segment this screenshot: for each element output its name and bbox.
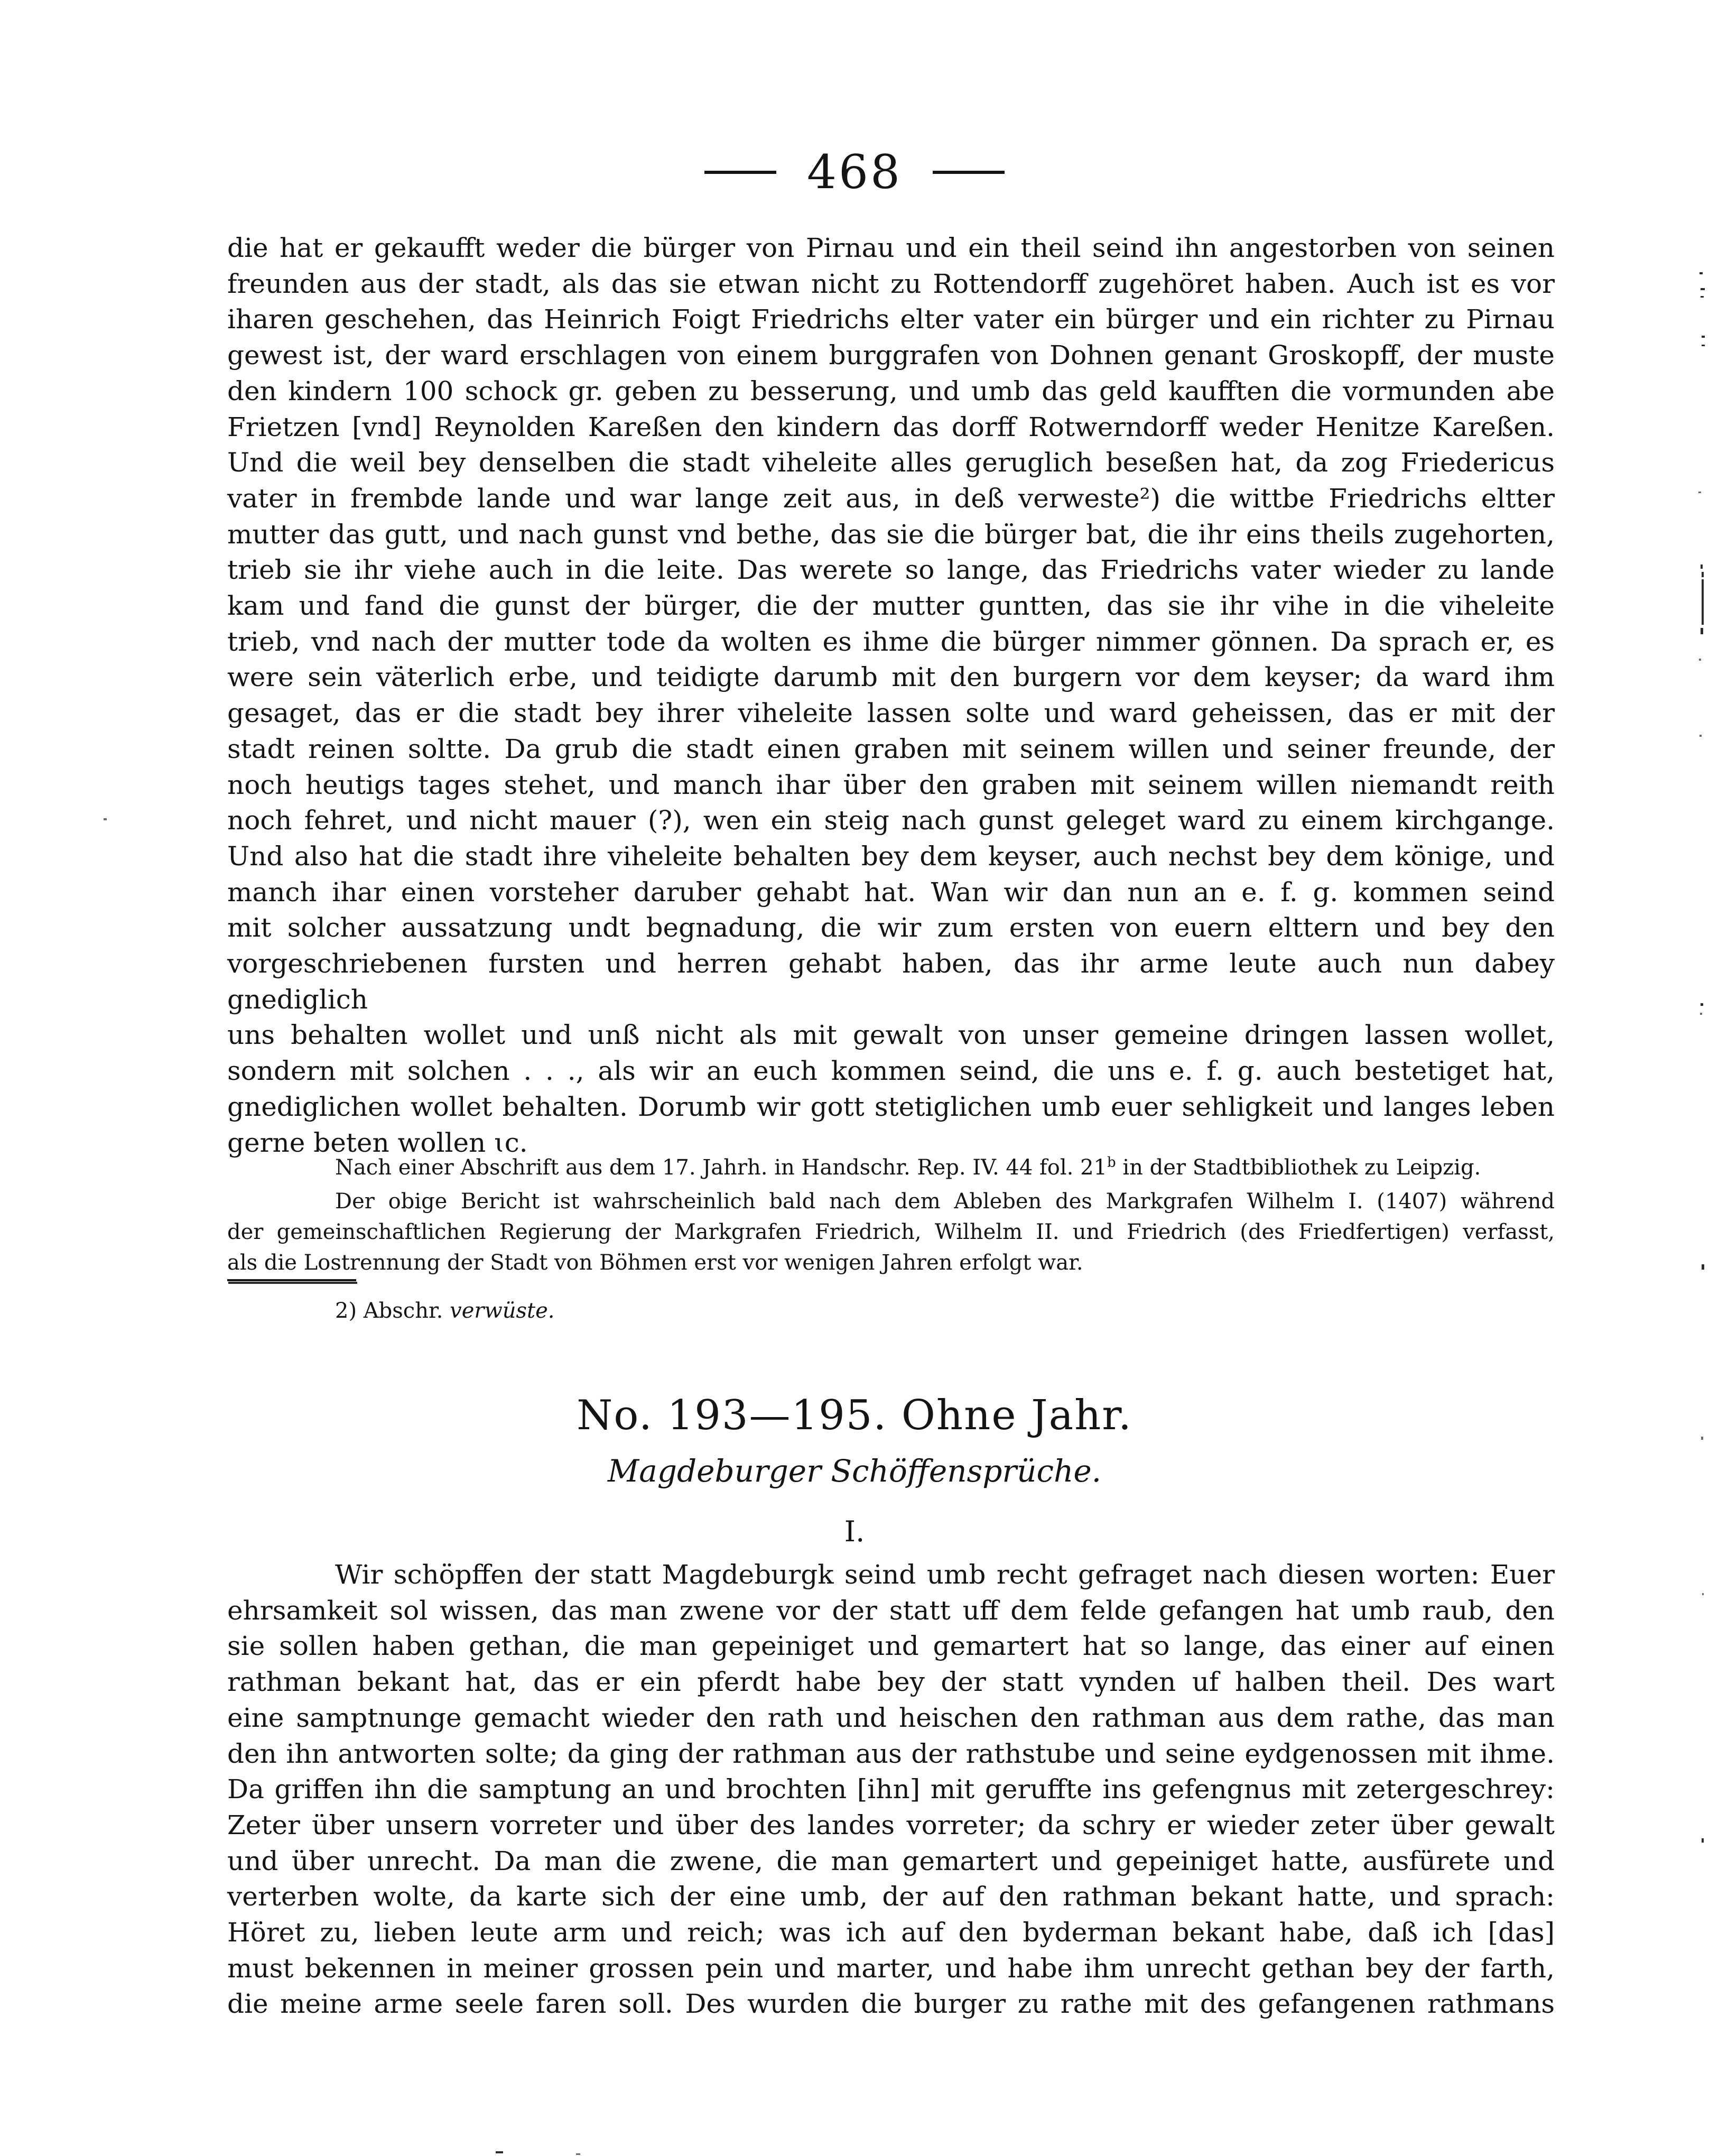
text-line: sondern mit solchen . . ., als wir an euch kommen seind, die uns e. f. g. auch bestetiget hat, [227,1056,1555,1087]
text-line: Höret zu, lieben leute arm und reich; was ich auf den byderman bekant habe, daß ich [das] [227,1917,1555,1948]
text-line: rathman bekant hat, das er ein pferdt habe bey der statt vynden uf halben theil. Des wart [227,1667,1555,1698]
scan-artifact [1701,628,1703,634]
text-line: Und die weil bey denselben die stadt viheleite alles geruglich beseßen hat, da zog Friedericus [227,447,1555,478]
text-line: mutter das gutt, und nach gunst vnd bethe, das sie die bürger bat, die ihr eins theils zugehorten, [227,519,1555,550]
scan-artifact [1701,565,1703,569]
text-line: Wir schöpffen der statt Magdeburgk seind umb recht gefraget nach diesen worten: Euer [335,1559,1555,1590]
scan-artifact [1699,272,1703,274]
text-line: iharen geschehen, das Heinrich Foigt Friedrichs elter vater ein bürger und ein richter zu Pirnau [227,304,1555,335]
editor-note-paragraph [227,1186,1555,1278]
text-line: die hat er gekaufft weder die bürger von Pirnau und ein theil seind ihn angestorben von seinen [227,233,1555,263]
text-line: sie sollen haben gethan, die man gepeiniget und gemartert hat so lange, das einer auf einen [227,1631,1555,1662]
source-note-text: Nach einer Abschrift aus dem 17. Jahrh. in Handschr. Rep. IV. 44 fol. 21 [335,1155,1107,1180]
scan-artifact [1699,735,1702,737]
text-line: gerne beten wollen ɩc. [227,1127,528,1158]
section-subheading: Magdeburger Schöffensprüche. [607,1453,1102,1489]
footnote-separator-rule [227,1279,356,1281]
scan-artifact [1702,1264,1704,1270]
scan-artifact [1702,345,1705,346]
text-line: stadt reinen soltte. Da grub die stadt einen graben mit seinem willen und seiner freunde, der [227,733,1555,764]
header-rule-left [704,171,776,174]
footnote-reading: verwüste. [450,1299,555,1323]
text-line: Zeter über unsern vorreter und über des landes vorreter; da schry er wieder zeter über gewalt [227,1809,1555,1840]
text-line: als die Lostrennung der Stadt von Böhmen erst vor wenigen Jahren erfolgt war. [227,1251,1083,1275]
source-note [227,1152,1555,1183]
scan-artifact [1701,1437,1703,1440]
text-line: uns behalten wollet und unß nicht als mit gewalt von unser gemeine dringen lassen wollet, [227,1020,1555,1051]
text-line: freunden aus der stadt, als das sie etwan nicht zu Rottendorff zugehöret haben. Auch ist es vor [227,268,1555,299]
report-paragraph [227,230,1555,1161]
text-line: trieb, vnd nach der mutter tode da wolten es ihme die bürger nimmer gönnen. Da sprach er, es [227,626,1555,657]
text-line: den kindern 100 schock gr. geben zu besserung, und umb das geld kaufften die vormunden abe [227,375,1555,406]
folio-superscript: b [1107,1154,1116,1171]
header-rule-right [933,171,1005,174]
scan-artifact [1700,1013,1702,1015]
scan-artifact [576,2153,580,2155]
section-heading: No. 193—195. Ohne Jahr. [577,1392,1132,1439]
verdict-paragraph [227,1557,1555,2022]
section-numeral: I. [844,1515,865,1548]
text-line: der gemeinschaftlichen Regierung der Markgrafen Friedrich, Wilhelm II. und Friedrich (des Friedfertigen) verfasst, [227,1220,1555,1244]
text-line: noch heutigs tages stehet, und manch ihar über den graben mit seinem willen niemandt reith [227,769,1555,800]
text-line: den ihn antworten solte; da ging der rathman aus der rathstube und seine eydgenossen mit ihme. [227,1738,1555,1769]
text-line: die meine arme seele faren soll. Des wurden die burger zu rathe mit des gefangenen rathmans [227,1988,1555,2020]
text-line: noch fehret, und nicht mauer (?), wen ein steig nach gunst geleget ward zu einem kirchgange. [227,805,1555,836]
text-line: gnediglichen wollet behalten. Dorumb wir gott stetiglichen umb euer sehligkeit und langes leben [227,1091,1555,1122]
scan-artifact [1702,1593,1704,1595]
text-line: Frietzen [vnd] Reynolden Kareßen den kindern das dorff Rotwerndorff weder Henitze Kareßen. [227,411,1555,442]
text-line: Der obige Bericht ist wahrscheinlich bald nach dem Ableben des Markgrafen Wilhelm I. (1407) während [335,1189,1555,1214]
text-line: gesaget, das er die stadt bey ihrer viheleite lassen solte und ward geheissen, das er mit der [227,698,1555,729]
page-number: 468 [807,145,902,199]
scan-artifact [1701,296,1704,298]
scan-artifact [104,818,107,820]
text-line: mit solcher aussatzung undt begnadung, die wir zum ersten von euern elttern und bey den [227,912,1555,943]
text-line: ehrsamkeit sol wissen, das man zwene vor der statt uff dem felde gefangen hat umb raub, den [227,1595,1555,1626]
scan-artifact [1699,659,1701,661]
text-line: manch ihar einen vorsteher daruber gehabt hat. Wan wir dan nun an e. f. g. kommen seind [227,876,1555,908]
text-line: eine samptnunge gemacht wieder den rath und heischen den rathman aus dem rathe, das man [227,1702,1555,1733]
scan-artifact [1702,1838,1704,1843]
scan-artifact [1698,492,1701,493]
scan-artifact [1701,1003,1703,1006]
scan-artifact [1702,579,1704,625]
scan-artifact [1702,336,1705,338]
scan-artifact [496,2151,503,2153]
text-line: vorgeschriebenen fursten und herren gehabt haben, das ihr arme leute auch nun dabey gnediglich [227,948,1555,1015]
text-line: vater in frembde lande und war lange zeit aus, in deß verweste²) die wittbe Friedrichs eltter [227,483,1555,514]
scan-artifact [1702,572,1704,577]
footnote [227,1296,1555,1326]
text-line: und über unrecht. Da man die zwene, die man gemartert und gepeiniget hatte, ausfürete und [227,1845,1555,1876]
source-note-tail: in der Stadtbibliothek zu Leipzig. [1116,1155,1481,1180]
page-header [0,145,1709,199]
footnote-label: 2) Abschr. [335,1299,450,1323]
text-line: Und also hat die stadt ihre viheleite behalten bey dem keyser, auch nechst bey dem könige, und [227,840,1555,872]
text-line: verterben wolte, da karte sich der eine umb, der auf den rathman bekant hatte, und sprach: [227,1881,1555,1912]
text-line: must bekennen in meiner grossen pein und marter, und habe ihm unrecht gethan bey der farth, [227,1953,1555,1984]
scan-artifact [1701,288,1705,290]
text-line: kam und fand die gunst der bürger, die der mutter guntten, das sie ihr vihe in die viheleite [227,590,1555,622]
text-line: Da griffen ihn die samptung an und brochten [ihn] mit geruffte ins gefengnus mit zetergeschrey: [227,1774,1555,1805]
text-line: trieb sie ihr viehe auch in die leite. Das werete so lange, das Friedrichs vater wieder zu lande [227,554,1555,586]
text-line: gewest ist, der ward erschlagen von einem burggrafen von Dohnen genant Groskopff, der muste [227,340,1555,371]
text-line: were sein väterlich erbe, und teidigte darumb mit den burgern vor dem keyser; da ward ihm [227,662,1555,693]
